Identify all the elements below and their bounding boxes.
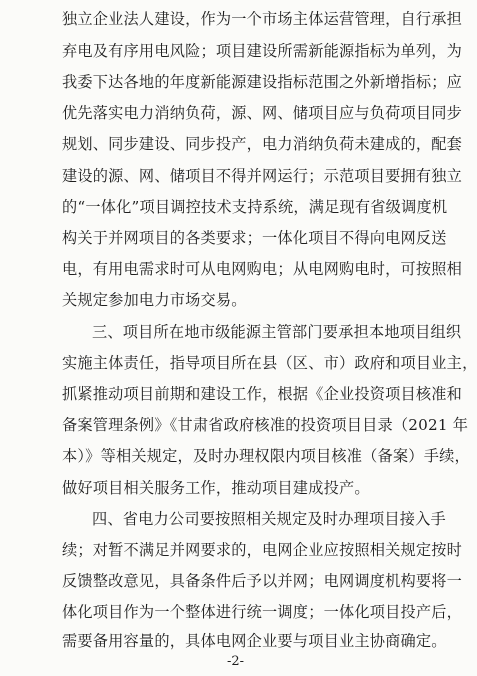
page-number: -2- bbox=[226, 654, 245, 669]
body-text-line: 备案管理条例》《甘肃省政府核准的投资项目目录（2021 年 bbox=[62, 416, 469, 434]
body-text-line: 独立企业法人建设，作为一个市场主体运营管理，自行承担 bbox=[62, 10, 463, 28]
body-text-line: 续；对暂不满足并网要求的，电网企业应按照相关规定按时 bbox=[62, 541, 463, 559]
paragraph-4-first-line: 四、省电力公司要按照相关规定及时办理项目接入手 bbox=[92, 510, 446, 528]
body-text-line: 我委下达各地的年度新能源建设指标范围之外新增指标；应 bbox=[62, 73, 463, 91]
paragraph-3-first-line: 三、项目所在地市级能源主管部门要承担本地项目组织 bbox=[92, 323, 462, 341]
body-text-line: 抓紧推动项目前期和建设工作，根据《企业投资项目核准和 bbox=[62, 385, 463, 403]
body-text-line: 做好项目相关服务工作，推动项目建成投产。 bbox=[62, 479, 370, 497]
body-text-line: 规划、同步建设、同步投产，电力消纳负荷未建成的，配套 bbox=[62, 135, 463, 153]
body-text-line: 关规定参加电力市场交易。 bbox=[62, 291, 247, 309]
body-text-line: 电，有用电需求时可从电网购电；从电网购电时，可按照相 bbox=[62, 260, 463, 278]
body-text-line: 实施主体责任，指导项目所在县（区、市）政府和项目业主， bbox=[62, 354, 477, 372]
body-text-line: 体化项目作为一个整体进行统一调度；一体化项目投产后， bbox=[62, 603, 463, 621]
body-text-line: 弃电及有序用电风险；项目建设所需新能源指标为单列，为 bbox=[62, 42, 463, 60]
body-text-line: 需要备用容量的，具体电网企业要与项目业主协商确定。 bbox=[62, 632, 447, 650]
body-text-line: 优先落实电力消纳负荷，源、网、储项目应与负荷项目同步 bbox=[62, 104, 463, 122]
body-text-line: 本）》等相关规定，及时办理权限内项目核准（备案）手续， bbox=[62, 447, 470, 465]
body-text-line: 反馈整改意见，具备条件后予以并网；电网调度机构要将一 bbox=[62, 572, 463, 590]
body-text-line: 建设的源、网、储项目不得并网运行；示范项目要拥有独立 bbox=[62, 167, 463, 185]
body-text-line: 的“一体化”项目调控技术支持系统，满足现有省级调度机 bbox=[62, 198, 448, 216]
body-text-line: 构关于并网项目的各类要求；一体化项目不得向电网反送 bbox=[62, 229, 447, 247]
